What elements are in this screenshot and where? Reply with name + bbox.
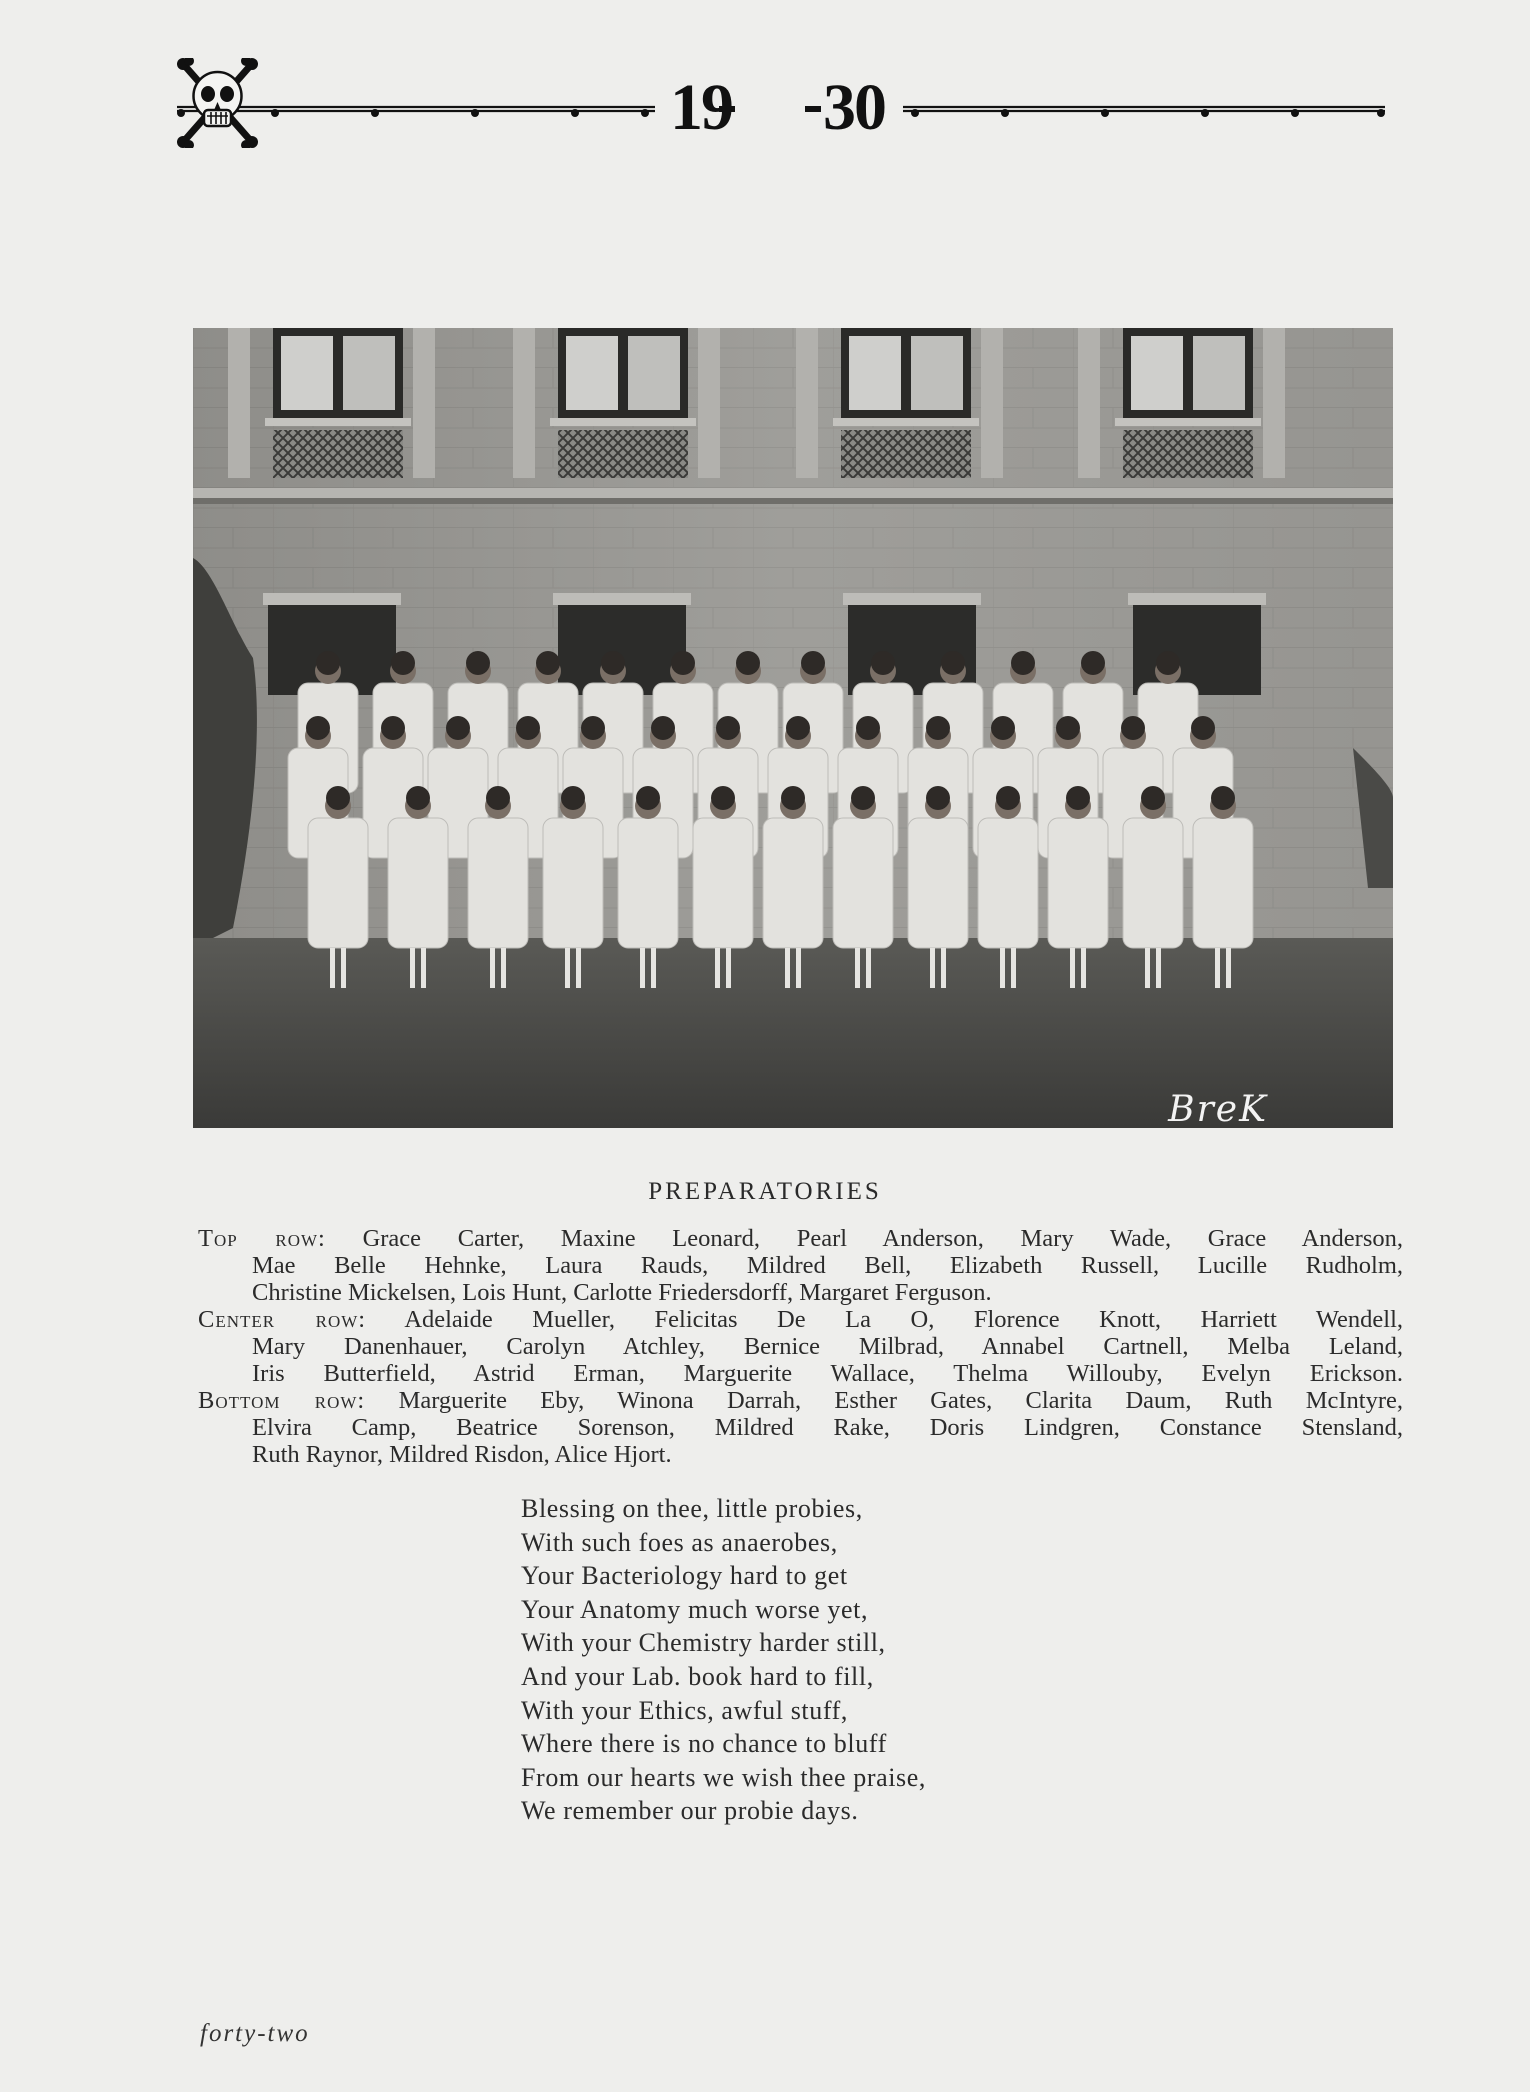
- center-row-label: Center row:: [198, 1306, 367, 1333]
- poem-line: From our hearts we wish thee praise,: [521, 1762, 926, 1792]
- poem-line: With such foes as anaerobes,: [521, 1527, 838, 1557]
- center-row-text-1: Adelaide Mueller, Felicitas De La O, Florence Knott, Harriett Wendell,: [404, 1306, 1404, 1333]
- poem-line: And your Lab. book hard to fill,: [521, 1661, 874, 1691]
- top-row-label: Top row:: [198, 1225, 326, 1252]
- bottom-row-names: [198, 1387, 1403, 1468]
- top-row-line-3: Christine Mickelsen, Lois Hunt, Carlotte Friedersdorff, Margaret Ferguson.: [252, 1279, 992, 1306]
- bottom-row-line-1: [198, 1387, 1403, 1414]
- group-photo-image: [193, 328, 1393, 1128]
- poem-line: With your Ethics, awful stuff,: [521, 1695, 848, 1725]
- bottom-row-text-1: Marguerite Eby, Winona Darrah, Esther Gates, Clarita Daum, Ruth McIntyre,: [398, 1387, 1404, 1414]
- page-header-ornament: [175, 58, 1390, 158]
- poem-line: With your Chemistry harder still,: [521, 1628, 886, 1658]
- photographer-signature: BreK: [1168, 1089, 1268, 1130]
- center-row-line-3: Iris Butterfield, Astrid Erman, Marguerite Wallace, Thelma Willouby, Evelyn Erickson.: [252, 1360, 1403, 1387]
- top-row-names: [198, 1225, 1403, 1306]
- center-row-names: [198, 1306, 1403, 1387]
- bottom-row-line-2: Elvira Camp, Beatrice Sorenson, Mildred Rake, Doris Lindgren, Constance Stensland,: [252, 1414, 1403, 1441]
- bottom-row-line-3: Ruth Raynor, Mildred Risdon, Alice Hjort.: [252, 1441, 672, 1468]
- poem-line: Blessing on thee, little probies,: [521, 1494, 863, 1523]
- bottom-row-label: Bottom row:: [198, 1387, 366, 1414]
- poem-line: Your Bacteriology hard to get: [521, 1561, 848, 1591]
- center-row-line-1: [198, 1306, 1403, 1333]
- year-right: 30: [823, 71, 885, 144]
- skull-crossbones-icon: [175, 58, 260, 148]
- names-caption: [198, 1225, 1403, 1468]
- group-photograph: [193, 328, 1393, 1128]
- top-row-line-2: Mae Belle Hehnke, Laura Rauds, Mildred Bell, Elizabeth Russell, Lucille Rudholm,: [252, 1252, 1403, 1279]
- poem-line: Your Anatomy much worse yet,: [521, 1594, 869, 1624]
- poem-line: We remember our probie days.: [521, 1796, 859, 1826]
- top-row-line-1: [198, 1225, 1403, 1252]
- top-row-text-1: Grace Carter, Maxine Leonard, Pearl Anderson, Mary Wade, Grace Anderson,: [362, 1225, 1404, 1252]
- poem: [521, 1492, 1121, 1828]
- year-left: 19: [670, 71, 732, 144]
- decorative-rule-icon: [175, 58, 1390, 158]
- poem-line: Where there is no chance to bluff: [521, 1729, 887, 1759]
- page-number: forty-two: [200, 2020, 310, 2047]
- caption-title: PREPARATORIES: [648, 1178, 882, 1205]
- center-row-line-2: Mary Danenhauer, Carolyn Atchley, Bernice Milbrad, Annabel Cartnell, Melba Leland,: [252, 1333, 1403, 1360]
